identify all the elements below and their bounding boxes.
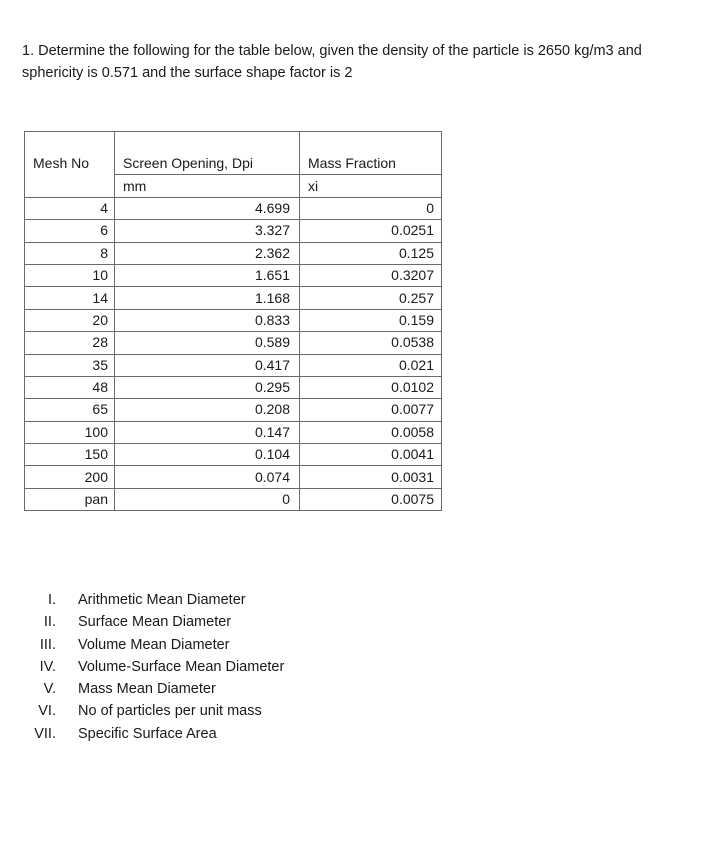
mass-fraction-cell: 0.0251 [300, 220, 442, 242]
mass-fraction-cell: 0.021 [300, 354, 442, 376]
table-row [25, 264, 442, 286]
task-item [22, 634, 284, 656]
mass-fraction-cell: 0.159 [300, 309, 442, 331]
header-opening-unit: mm [115, 175, 300, 197]
task-item [22, 678, 284, 700]
screen-opening-cell: 1.651 [115, 264, 300, 286]
mesh-no-cell: 200 [25, 466, 115, 488]
header-fraction-symbol: xi [300, 175, 442, 197]
screen-opening-cell: 0.833 [115, 309, 300, 331]
sieve-analysis-table [24, 131, 442, 511]
task-numeral: VII. [34, 725, 56, 742]
table-row [25, 399, 442, 421]
mesh-no-cell: 10 [25, 264, 115, 286]
mass-fraction-cell: 0.0538 [300, 332, 442, 354]
table-row [25, 197, 442, 219]
mesh-no-cell: 150 [25, 444, 115, 466]
screen-opening-cell: 0 [115, 488, 300, 510]
mass-fraction-cell: 0.0031 [300, 466, 442, 488]
mesh-no-cell: 8 [25, 242, 115, 264]
screen-opening-cell: 0.147 [115, 421, 300, 443]
task-label: Surface Mean Diameter [78, 614, 232, 631]
table-row [25, 309, 442, 331]
task-item [22, 589, 284, 611]
mesh-no-cell: 20 [25, 309, 115, 331]
question-text [22, 40, 712, 84]
table-row [25, 444, 442, 466]
mesh-no-cell: 6 [25, 220, 115, 242]
mass-fraction-cell: 0.3207 [300, 264, 442, 286]
task-numeral: V. [43, 681, 56, 698]
mesh-no-cell: 35 [25, 354, 115, 376]
screen-opening-cell: 0.208 [115, 399, 300, 421]
mass-fraction-cell: 0.125 [300, 242, 442, 264]
mass-fraction-cell: 0 [300, 197, 442, 219]
mass-fraction-cell: 0.257 [300, 287, 442, 309]
header-screen-opening: Screen Opening, Dpi [115, 153, 300, 175]
task-item [22, 611, 284, 633]
task-numeral: II. [43, 614, 56, 631]
table-header-row [25, 153, 442, 175]
screen-opening-cell: 0.589 [115, 332, 300, 354]
table-header-spacer [25, 132, 442, 154]
table-row [25, 220, 442, 242]
mesh-no-cell: 48 [25, 376, 115, 398]
task-label: Mass Mean Diameter [78, 681, 216, 698]
mass-fraction-cell: 0.0102 [300, 376, 442, 398]
table-row [25, 332, 442, 354]
task-item [22, 700, 284, 722]
mesh-no-cell: 100 [25, 421, 115, 443]
mesh-no-cell: 65 [25, 399, 115, 421]
task-numeral: I. [47, 592, 56, 608]
task-numeral: VI. [38, 703, 56, 720]
mass-fraction-cell: 0.0077 [300, 399, 442, 421]
mass-fraction-cell: 0.0058 [300, 421, 442, 443]
table-row [25, 287, 442, 309]
header-mesh-no: Mesh No [25, 153, 115, 175]
screen-opening-cell: 0.417 [115, 354, 300, 376]
screen-opening-cell: 3.327 [115, 220, 300, 242]
table-row [25, 421, 442, 443]
screen-opening-cell: 2.362 [115, 242, 300, 264]
mass-fraction-cell: 0.0075 [300, 488, 442, 510]
task-label: Specific Surface Area [78, 725, 217, 742]
task-label: Volume-Surface Mean Diameter [78, 658, 285, 675]
table-subheader-row [25, 175, 442, 197]
task-label: Volume Mean Diameter [78, 636, 230, 653]
question-line-1: 1. Determine the following for the table below, given the density of the particle is 2650 kg/m3 and [22, 43, 642, 59]
task-numeral: IV. [39, 658, 56, 675]
table-row [25, 376, 442, 398]
task-list [22, 589, 284, 745]
table-row [25, 488, 442, 510]
table-row [25, 354, 442, 376]
mesh-no-cell: 14 [25, 287, 115, 309]
mesh-no-cell: pan [25, 488, 115, 510]
task-item [22, 656, 284, 678]
task-label: Arithmetic Mean Diameter [78, 592, 246, 608]
table-row [25, 466, 442, 488]
task-numeral: III. [39, 636, 56, 653]
screen-opening-cell: 1.168 [115, 287, 300, 309]
screen-opening-cell: 0.295 [115, 376, 300, 398]
screen-opening-cell: 4.699 [115, 197, 300, 219]
mass-fraction-cell: 0.0041 [300, 444, 442, 466]
mesh-no-cell: 4 [25, 197, 115, 219]
table-row [25, 242, 442, 264]
screen-opening-cell: 0.104 [115, 444, 300, 466]
task-item [22, 723, 284, 745]
mesh-no-cell: 28 [25, 332, 115, 354]
header-mass-fraction: Mass Fraction [300, 153, 442, 175]
screen-opening-cell: 0.074 [115, 466, 300, 488]
task-label: No of particles per unit mass [78, 703, 262, 720]
question-line-2: sphericity is 0.571 and the surface shape factor is 2 [22, 65, 353, 81]
